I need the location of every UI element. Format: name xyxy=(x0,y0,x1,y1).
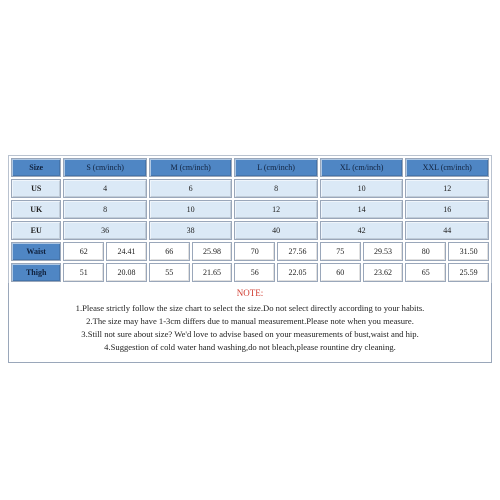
cell-thigh-l-cm: 56 xyxy=(234,263,275,282)
cell-waist-l-inch: 27.56 xyxy=(277,242,318,261)
row-waist xyxy=(11,242,489,261)
cell-waist-xxl-cm: 80 xyxy=(405,242,446,261)
row-thigh xyxy=(11,263,489,282)
row-label-thigh: Thigh xyxy=(11,263,61,282)
cell-thigh-xl-inch: 23.62 xyxy=(363,263,404,282)
cell-uk-l: 12 xyxy=(234,200,318,219)
row-label-us: US xyxy=(11,179,61,198)
size-header-xl: XL (cm/inch) xyxy=(320,158,404,177)
cell-waist-m-inch: 25.98 xyxy=(192,242,233,261)
cell-us-l: 8 xyxy=(234,179,318,198)
size-header-l: L (cm/inch) xyxy=(234,158,318,177)
cell-us-xxl: 12 xyxy=(405,179,489,198)
size-header-m: M (cm/inch) xyxy=(149,158,233,177)
cell-waist-l-cm: 70 xyxy=(234,242,275,261)
note-line-2: 2.The size may have 1-3cm differs due to manual measurement.Please note when you measure. xyxy=(86,316,414,326)
note-title: NOTE: xyxy=(236,288,264,298)
cell-uk-xxl: 16 xyxy=(405,200,489,219)
cell-thigh-s-inch: 20.08 xyxy=(106,263,147,282)
cell-eu-xl: 42 xyxy=(320,221,404,240)
size-table xyxy=(8,155,492,285)
cell-waist-s-inch: 24.41 xyxy=(106,242,147,261)
cell-thigh-m-cm: 55 xyxy=(149,263,190,282)
cell-eu-l: 40 xyxy=(234,221,318,240)
size-chart xyxy=(8,155,492,363)
cell-waist-s-cm: 62 xyxy=(63,242,104,261)
cell-us-m: 6 xyxy=(149,179,233,198)
row-label-eu: EU xyxy=(11,221,61,240)
note-line-1: 1.Please strictly follow the size chart to select the size.Do not select directly according to your habits. xyxy=(75,303,425,313)
cell-eu-m: 38 xyxy=(149,221,233,240)
cell-uk-s: 8 xyxy=(63,200,147,219)
cell-uk-xl: 14 xyxy=(320,200,404,219)
row-eu xyxy=(11,221,489,240)
row-uk xyxy=(11,200,489,219)
cell-eu-s: 36 xyxy=(63,221,147,240)
cell-waist-xxl-inch: 31.50 xyxy=(448,242,489,261)
header-row xyxy=(11,158,489,177)
cell-uk-m: 10 xyxy=(149,200,233,219)
size-header-s: S (cm/inch) xyxy=(63,158,147,177)
row-label-waist: Waist xyxy=(11,242,61,261)
cell-thigh-xxl-inch: 25.59 xyxy=(448,263,489,282)
cell-thigh-xl-cm: 60 xyxy=(320,263,361,282)
row-label-uk: UK xyxy=(11,200,61,219)
cell-thigh-xxl-cm: 65 xyxy=(405,263,446,282)
notes-section xyxy=(8,283,492,363)
cell-us-s: 4 xyxy=(63,179,147,198)
cell-waist-m-cm: 66 xyxy=(149,242,190,261)
size-header-label: Size xyxy=(11,158,61,177)
cell-eu-xxl: 44 xyxy=(405,221,489,240)
cell-waist-xl-cm: 75 xyxy=(320,242,361,261)
row-us xyxy=(11,179,489,198)
cell-thigh-m-inch: 21.65 xyxy=(192,263,233,282)
size-header-xxl: XXL (cm/inch) xyxy=(405,158,489,177)
cell-us-xl: 10 xyxy=(320,179,404,198)
note-line-3: 3.Still not sure about size? We'd love to advise based on your measurements of bust,waist and hip. xyxy=(81,329,419,339)
cell-thigh-l-inch: 22.05 xyxy=(277,263,318,282)
cell-waist-xl-inch: 29.53 xyxy=(363,242,404,261)
cell-thigh-s-cm: 51 xyxy=(63,263,104,282)
note-line-4: 4.Suggestion of cold water hand washing,do not bleach,please rountine dry cleaning. xyxy=(104,342,396,352)
